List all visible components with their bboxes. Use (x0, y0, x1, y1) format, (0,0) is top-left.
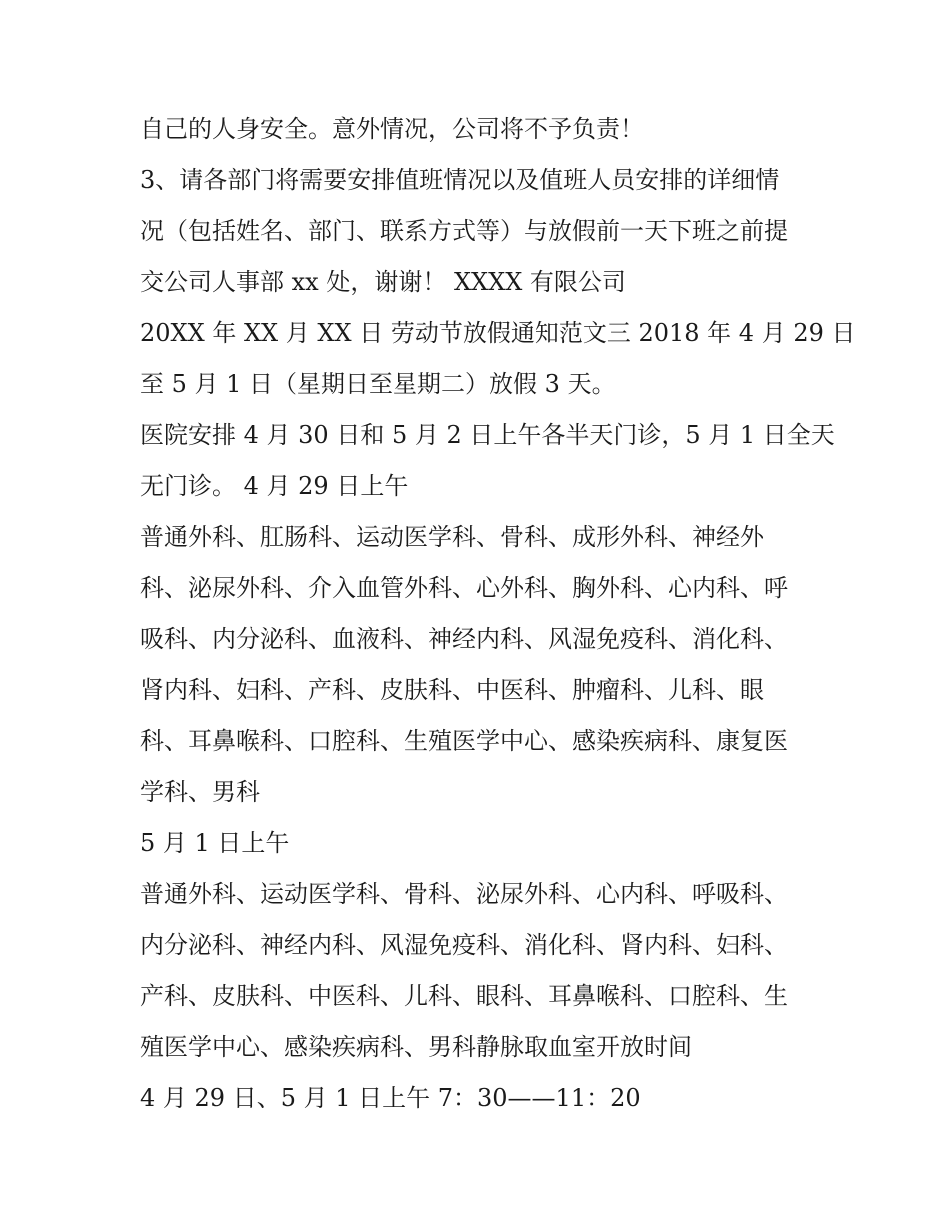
text-line: 普通外科、肛肠科、运动医学科、骨科、成形外科、神经外 (140, 523, 764, 551)
text-line: 科、耳鼻喉科、口腔科、生殖医学中心、感染疾病科、康复医 (140, 727, 788, 755)
text-line: 医院安排 4 月 30 日和 5 月 2 日上午各半天门诊，5 月 1 日全天 (140, 421, 835, 449)
text-line: 无门诊。 4 月 29 日上午 (140, 472, 409, 500)
text-line: 科、泌尿外科、介入血管外科、心外科、胸外科、心内科、呼 (140, 574, 788, 602)
document-body (140, 104, 856, 1124)
text-line: 20XX 年 XX 月 XX 日 劳动节放假通知范文三 2018 年 4 月 29 日 (140, 319, 856, 347)
text-line: 普通外科、运动医学科、骨科、泌尿外科、心内科、呼吸科、 (140, 880, 788, 908)
text-line: 况（包括姓名、部门、联系方式等）与放假前一天下班之前提 (140, 217, 788, 245)
text-line: 3、请各部门将需要安排值班情况以及值班人员安排的详细情 (140, 166, 780, 194)
text-line: 内分泌科、神经内科、风湿免疫科、消化科、肾内科、妇科、 (140, 931, 788, 959)
text-line: 学科、男科 (140, 778, 260, 806)
text-line: 5 月 1 日上午 (140, 829, 290, 857)
text-line: 吸科、内分泌科、血液科、神经内科、风湿免疫科、消化科、 (140, 625, 788, 653)
text-line: 产科、皮肤科、中医科、儿科、眼科、耳鼻喉科、口腔科、生 (140, 982, 788, 1010)
text-line: 肾内科、妇科、产科、皮肤科、中医科、肿瘤科、儿科、眼 (140, 676, 764, 704)
text-line: 自己的人身安全。意外情况，公司将不予负责！ (140, 115, 644, 143)
text-line: 殖医学中心、感染疾病科、男科静脉取血室开放时间 (140, 1033, 692, 1061)
text-line: 4 月 29 日、5 月 1 日上午 7：30——11：20 (140, 1084, 641, 1112)
text-line: 交公司人事部 xx 处，谢谢！ XXXX 有限公司 (140, 268, 626, 296)
text-line: 至 5 月 1 日（星期日至星期二）放假 3 天。 (140, 370, 616, 398)
